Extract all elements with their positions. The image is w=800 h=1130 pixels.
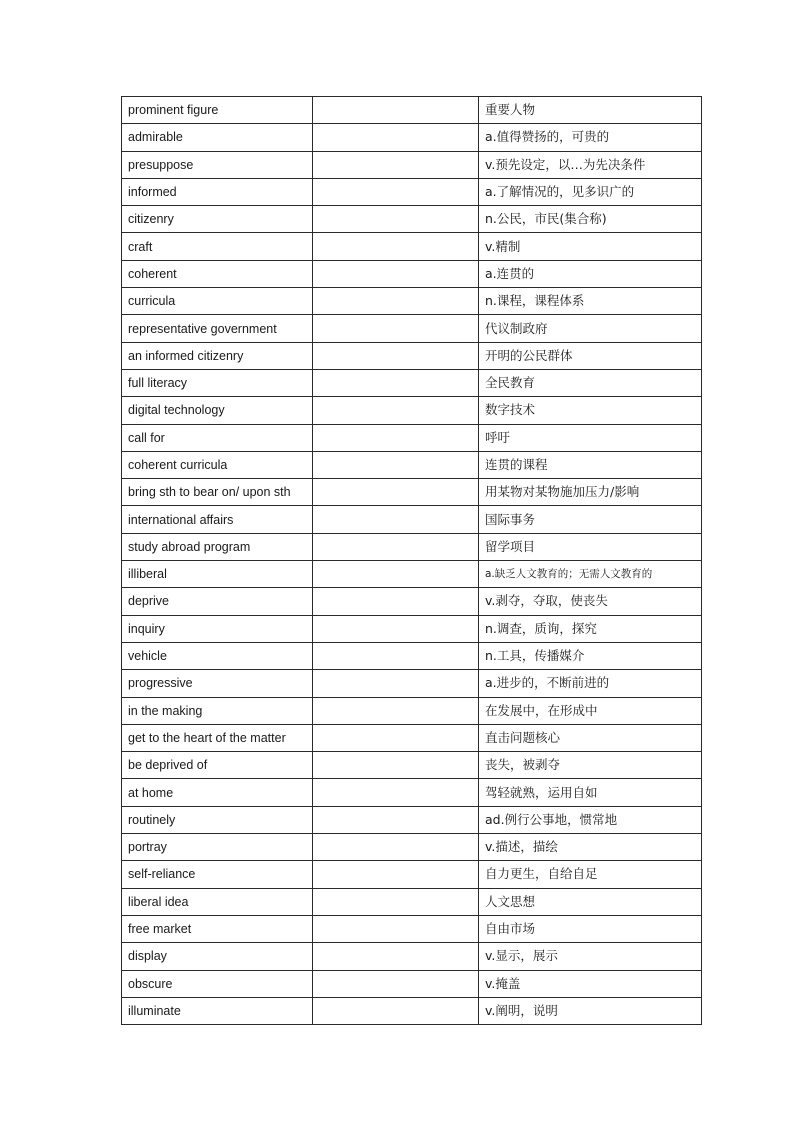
chinese-meaning: 自由市场 [479,915,702,942]
chinese-meaning: a.缺乏人文教育的；无需人文教育的 [479,561,702,588]
blank-cell [313,670,479,697]
table-row [122,233,702,260]
chinese-meaning: v.预先设定，以…为先决条件 [479,151,702,178]
table-row [122,206,702,233]
blank-cell [313,206,479,233]
table-row [122,670,702,697]
chinese-meaning: 呼吁 [479,424,702,451]
english-term: self-reliance [122,861,313,888]
blank-cell [313,561,479,588]
chinese-meaning: n.调查，质询，探究 [479,615,702,642]
english-term: progressive [122,670,313,697]
table-row [122,752,702,779]
table-row [122,834,702,861]
table-row [122,861,702,888]
blank-cell [313,342,479,369]
english-term: free market [122,915,313,942]
chinese-meaning: 代议制政府 [479,315,702,342]
english-term: call for [122,424,313,451]
english-term: deprive [122,588,313,615]
blank-cell [313,888,479,915]
table-row [122,533,702,560]
table-row [122,342,702,369]
blank-cell [313,151,479,178]
table-row [122,315,702,342]
table-row [122,397,702,424]
chinese-meaning: a.值得赞扬的，可贵的 [479,124,702,151]
blank-cell [313,588,479,615]
table-row [122,915,702,942]
chinese-meaning: n.课程，课程体系 [479,288,702,315]
table-row [122,888,702,915]
english-term: at home [122,779,313,806]
chinese-meaning: v.阐明，说明 [479,997,702,1024]
blank-cell [313,861,479,888]
chinese-meaning: 丧失，被剥夺 [479,752,702,779]
chinese-meaning: v.掩盖 [479,970,702,997]
chinese-meaning: 人文思想 [479,888,702,915]
chinese-meaning: 用某物对某物施加压力/影响 [479,479,702,506]
chinese-meaning: 驾轻就熟，运用自如 [479,779,702,806]
chinese-meaning: n.工具，传播媒介 [479,642,702,669]
blank-cell [313,479,479,506]
english-term: presuppose [122,151,313,178]
blank-cell [313,451,479,478]
chinese-meaning: 数字技术 [479,397,702,424]
table-row [122,642,702,669]
english-term: obscure [122,970,313,997]
table-row [122,151,702,178]
blank-cell [313,915,479,942]
chinese-meaning: v.剥夺，夺取，使丧失 [479,588,702,615]
table-row [122,588,702,615]
table-row [122,124,702,151]
blank-cell [313,506,479,533]
table-row [122,997,702,1024]
table-row [122,178,702,205]
blank-cell [313,97,479,124]
chinese-meaning: a.了解情况的，见多识广的 [479,178,702,205]
blank-cell [313,288,479,315]
blank-cell [313,424,479,451]
blank-cell [313,779,479,806]
blank-cell [313,369,479,396]
blank-cell [313,834,479,861]
table-row [122,724,702,751]
english-term: vehicle [122,642,313,669]
english-term: full literacy [122,369,313,396]
table-row [122,779,702,806]
chinese-meaning: 在发展中，在形成中 [479,697,702,724]
table-row [122,260,702,287]
english-term: craft [122,233,313,260]
english-term: inquiry [122,615,313,642]
chinese-meaning: 自力更生，自给自足 [479,861,702,888]
english-term: study abroad program [122,533,313,560]
chinese-meaning: 开明的公民群体 [479,342,702,369]
chinese-meaning: ad.例行公事地，惯常地 [479,806,702,833]
english-term: curricula [122,288,313,315]
blank-cell [313,943,479,970]
blank-cell [313,615,479,642]
chinese-meaning: v.精制 [479,233,702,260]
english-term: illuminate [122,997,313,1024]
table-row [122,424,702,451]
chinese-meaning: n.公民，市民(集合称) [479,206,702,233]
chinese-meaning: 直击问题核心 [479,724,702,751]
vocabulary-table [121,96,702,1025]
chinese-meaning: 重要人物 [479,97,702,124]
english-term: coherent [122,260,313,287]
english-term: coherent curricula [122,451,313,478]
english-term: representative government [122,315,313,342]
table-row [122,970,702,997]
blank-cell [313,315,479,342]
blank-cell [313,260,479,287]
blank-cell [313,752,479,779]
vocabulary-table-body [122,97,702,1025]
blank-cell [313,533,479,560]
table-row [122,369,702,396]
blank-cell [313,970,479,997]
table-row [122,451,702,478]
english-term: admirable [122,124,313,151]
blank-cell [313,724,479,751]
chinese-meaning: 全民教育 [479,369,702,396]
blank-cell [313,806,479,833]
table-row [122,479,702,506]
english-term: citizenry [122,206,313,233]
english-term: an informed citizenry [122,342,313,369]
blank-cell [313,397,479,424]
english-term: bring sth to bear on/ upon sth [122,479,313,506]
chinese-meaning: 留学项目 [479,533,702,560]
chinese-meaning: v.描述，描绘 [479,834,702,861]
english-term: prominent figure [122,97,313,124]
chinese-meaning: 国际事务 [479,506,702,533]
english-term: display [122,943,313,970]
english-term: digital technology [122,397,313,424]
blank-cell [313,697,479,724]
table-row [122,97,702,124]
table-row [122,506,702,533]
chinese-meaning: v.显示，展示 [479,943,702,970]
english-term: international affairs [122,506,313,533]
english-term: routinely [122,806,313,833]
chinese-meaning: a.进步的，不断前进的 [479,670,702,697]
blank-cell [313,233,479,260]
english-term: informed [122,178,313,205]
blank-cell [313,997,479,1024]
chinese-meaning: a.连贯的 [479,260,702,287]
english-term: portray [122,834,313,861]
blank-cell [313,642,479,669]
english-term: be deprived of [122,752,313,779]
english-term: illiberal [122,561,313,588]
table-row [122,806,702,833]
english-term: liberal idea [122,888,313,915]
table-row [122,615,702,642]
table-row [122,697,702,724]
table-row [122,943,702,970]
blank-cell [313,124,479,151]
english-term: in the making [122,697,313,724]
table-row [122,288,702,315]
blank-cell [313,178,479,205]
english-term: get to the heart of the matter [122,724,313,751]
table-row [122,561,702,588]
chinese-meaning: 连贯的课程 [479,451,702,478]
